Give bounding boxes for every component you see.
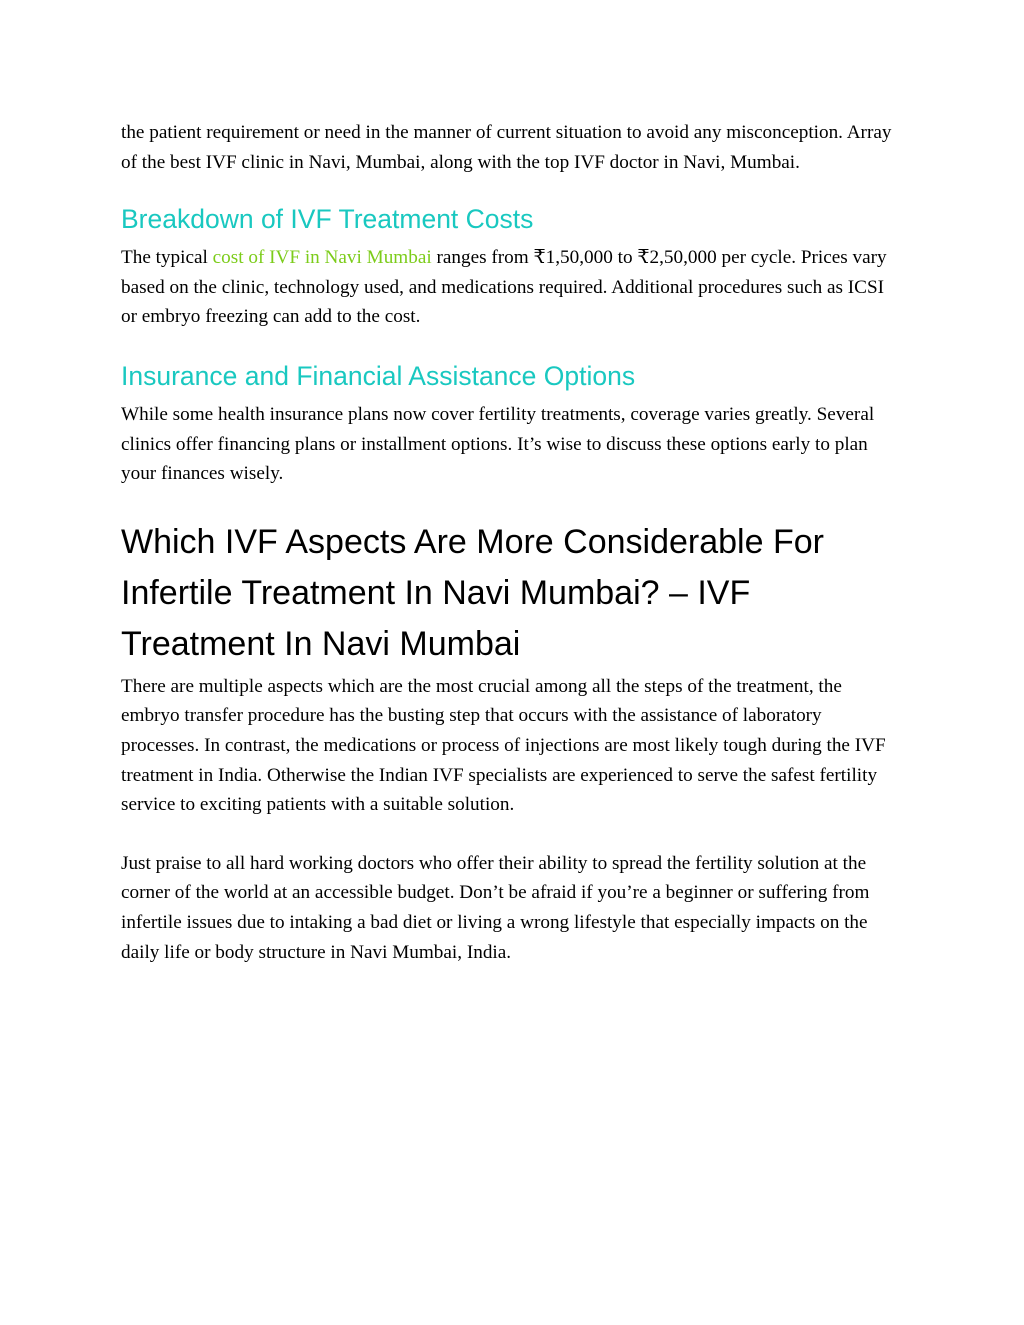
insurance-paragraph: While some health insurance plans now cover fertility treatments, coverage varies greatly. Several clinics offer financing plans or installment options. It’s wise to discuss these options early to plan your finances wisely. [121,403,875,485]
praise-paragraph: Just praise to all hard working doctors who offer their ability to spread the fertility solution at the corner of the world at an accessible budget. Don’t be afraid if you’re a beginner or suffering from infertile issues due to intaking a bad diet or living a wrong lifestyle that especially impacts on the daily life or body structure in Navi Mumbai, India. [121,852,870,963]
main-heading: Which IVF Aspects Are More Considerable For Infertile Treatment In Navi Mumbai? – IVF Treatment In Navi Mumbai [121,522,824,663]
aspects-paragraph: There are multiple aspects which are the most crucial among all the steps of the treatment, the embryo transfer procedure has the busting step that occurs with the assistance of laboratory processes. In contrast, the medications or process of injections are most likely tough during the IVF treatment in India. Otherwise the Indian IVF specialists are experienced to serve the safest fertility service to exciting patients with a suitable solution. [121,675,886,816]
insurance-heading: Insurance and Financial Assistance Options [121,360,636,391]
breakdown-paragraph [121,243,901,332]
intro-paragraph: the patient requirement or need in the manner of current situation to avoid any misconception. Array of the best IVF clinic in Navi, Mumbai, along with the top IVF doctor in Navi, Mumbai. [121,122,892,173]
cost-of-ivf-link[interactable]: cost of IVF in Navi Mumbai [212,247,432,269]
document-page [121,118,901,967]
breakdown-text-before-link: The typical [121,247,213,269]
breakdown-text-after-link: ranges from ₹1,50,000 to ₹2,50,000 per cycle. Prices vary based on the clinic, technology used, and medications required. Additional procedures such as ICSI or embryo freezing can add to the cost. [121,247,887,328]
breakdown-heading: Breakdown of IVF Treatment Costs [121,204,534,235]
